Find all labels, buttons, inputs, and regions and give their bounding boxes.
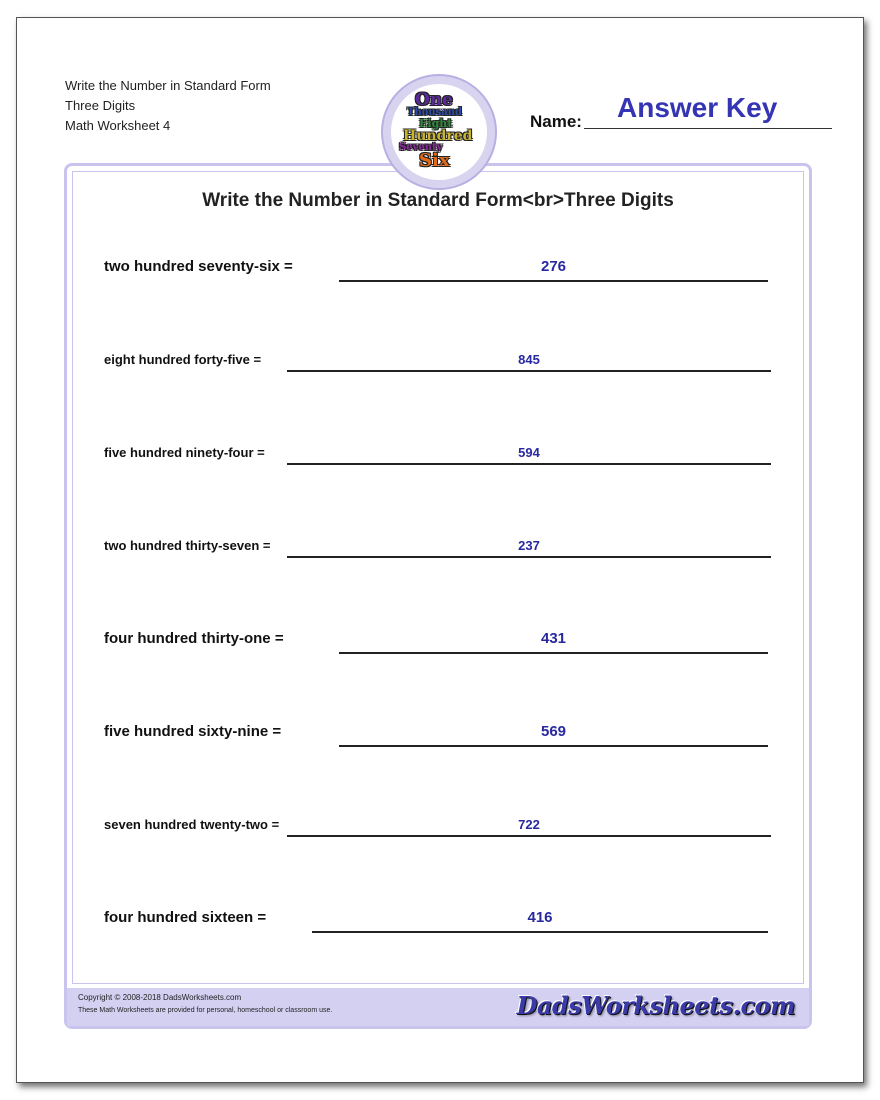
usage-notice: These Math Worksheets are provided for personal, homeschool or classroom use. [78, 1007, 333, 1014]
logo-inner-circle [391, 84, 487, 180]
worksheet-title: Write the Number in Standard Form<br>Three Digits [202, 190, 674, 211]
problem-4-line [287, 556, 771, 558]
problem-3-line [287, 463, 771, 465]
problem-3-words: five hundred ninety-four = [104, 445, 265, 460]
header-worksheet-number: Math Worksheet 4 [65, 118, 171, 133]
answer-key-label: Answer Key [617, 92, 778, 123]
problem-2-line [287, 370, 771, 372]
number-words-logo [381, 74, 497, 190]
problem-6-words: five hundred sixty-nine = [104, 723, 282, 740]
name-label: Name: [530, 112, 582, 131]
worksheet-page [16, 17, 864, 1083]
logo-word-5: Seventy [399, 142, 443, 153]
problem-2-words: eight hundred forty-five = [104, 352, 262, 367]
problem-6-answer: 569 [540, 723, 567, 740]
problem-7-line [287, 835, 771, 837]
logo-word-4: Hundred [403, 128, 473, 144]
problem-5-answer: 431 [540, 630, 567, 647]
name-line [584, 128, 832, 129]
problem-8-line [312, 931, 768, 933]
problem-5-line [339, 652, 768, 654]
copyright-text: Copyright © 2008-2018 DadsWorksheets.com [78, 993, 242, 1002]
problem-1-line [339, 280, 768, 282]
problem-2-answer: 845 [518, 352, 540, 367]
problem-3-answer: 594 [518, 445, 540, 460]
problem-4-answer: 237 [518, 538, 540, 553]
header-subtitle: Three Digits [65, 98, 136, 113]
brand-logo: DadsWorksheets.com [516, 991, 795, 1020]
problem-7-answer: 722 [518, 817, 540, 832]
problem-7-words: seven hundred twenty-two = [104, 817, 280, 832]
header-title: Write the Number in Standard Form [65, 78, 271, 93]
logo-word-3: Eight [419, 117, 453, 130]
worksheet-frame [64, 163, 812, 1029]
problem-8-words: four hundred sixteen = [104, 909, 267, 926]
footer-bar [67, 988, 809, 1026]
logo-word-6: Six [419, 150, 450, 171]
problem-4-words: two hundred thirty-seven = [104, 538, 271, 553]
problem-5-words: four hundred thirty-one = [104, 630, 284, 647]
problem-6-line [339, 745, 768, 747]
problem-1-answer: 276 [540, 258, 567, 275]
problem-1-words: two hundred seventy-six = [104, 258, 293, 275]
problem-8-answer: 416 [527, 909, 553, 926]
logo-word-1: One [415, 90, 453, 110]
frame-inner-border [72, 171, 804, 984]
logo-word-2: Thousand [407, 107, 463, 118]
